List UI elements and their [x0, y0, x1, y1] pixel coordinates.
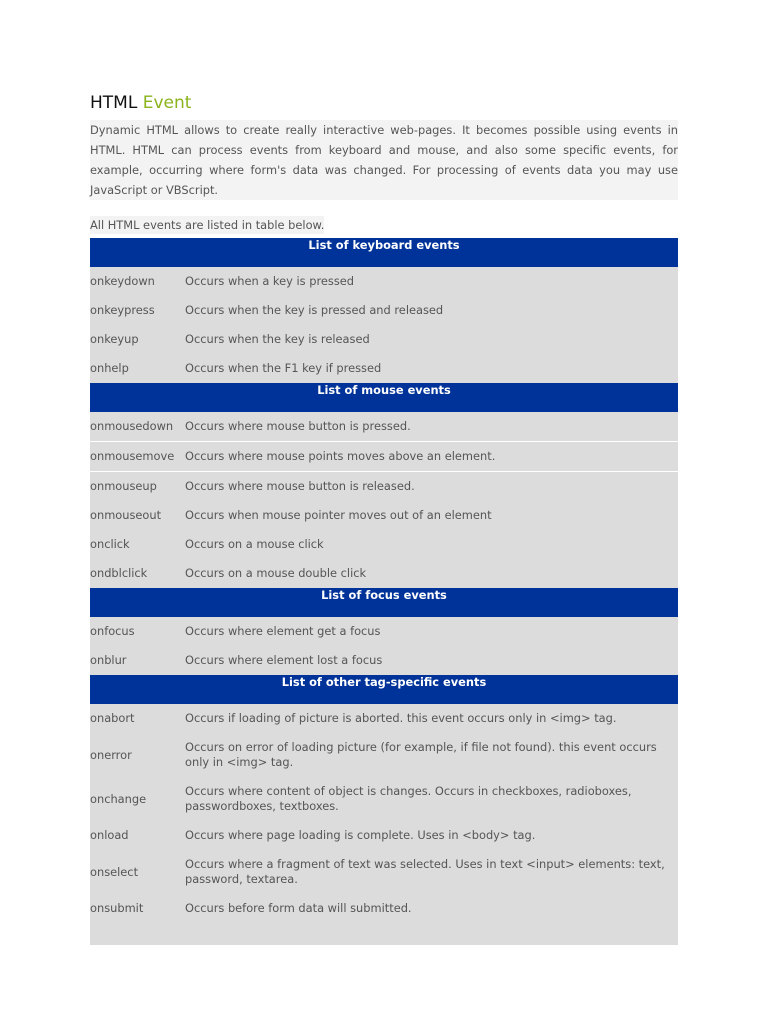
table-row: [90, 733, 678, 777]
event-name: onmouseout: [90, 501, 185, 530]
event-name: onblur: [90, 646, 185, 675]
intro-paragraph: Dynamic HTML allows to create really interactive web-pages. It becomes possible using events in HTML. HTML can process events from keyboard and mouse, and also some specific events, for example, occurring where form's data was changed. For processing of events data you may use JavaScript or VBScript.: [90, 120, 678, 200]
event-description: Occurs on a mouse click: [185, 530, 678, 559]
table-row: [90, 704, 678, 733]
event-description: Occurs if loading of picture is aborted. this event occurs only in <img> tag.: [185, 704, 678, 733]
event-description: Occurs where element lost a focus: [185, 646, 678, 675]
event-description: Occurs where content of object is changes. Occurs in checkboxes, radioboxes, passwordboxes, textboxes.: [185, 777, 678, 821]
event-description: Occurs where element get a focus: [185, 617, 678, 646]
event-name: onsubmit: [90, 894, 185, 923]
table-row: [90, 442, 678, 472]
section-heading-keyboard: List of keyboard events: [90, 238, 678, 267]
section-heading-focus: List of focus events: [90, 588, 678, 617]
table-row: [90, 617, 678, 646]
table-row: [90, 559, 678, 588]
table-row: [90, 472, 678, 502]
table-row: [90, 412, 678, 442]
article: [90, 92, 678, 945]
table-row: [90, 501, 678, 530]
event-name: onerror: [90, 733, 185, 777]
event-description: Occurs on error of loading picture (for example, if file not found). this event occurs only in <img> tag.: [185, 733, 678, 777]
section-header-row: [90, 238, 678, 267]
event-name: ondblclick: [90, 559, 185, 588]
event-description: Occurs when mouse pointer moves out of an element: [185, 501, 678, 530]
event-description: Occurs when the key is released: [185, 325, 678, 354]
event-name: onload: [90, 821, 185, 850]
event-name: onkeypress: [90, 296, 185, 325]
event-description: Occurs where page loading is complete. Uses in <body> tag.: [185, 821, 678, 850]
table-filler-row: [90, 923, 678, 945]
table-row: [90, 530, 678, 559]
table-row: [90, 821, 678, 850]
title-accent: Event: [142, 93, 192, 113]
title-prefix: HTML: [90, 93, 138, 113]
table-row: [90, 354, 678, 383]
section-header-row: [90, 675, 678, 704]
event-description: Occurs where mouse points moves above an element.: [185, 442, 678, 472]
event-name: onselect: [90, 850, 185, 894]
page-title: [90, 92, 678, 114]
event-description: Occurs before form data will submitted.: [185, 894, 678, 923]
table-row: [90, 267, 678, 296]
event-description: Occurs when the key is pressed and released: [185, 296, 678, 325]
section-heading-mouse: List of mouse events: [90, 383, 678, 412]
event-description: Occurs where mouse button is released.: [185, 472, 678, 502]
event-description: Occurs where mouse button is pressed.: [185, 412, 678, 442]
event-name: onmousemove: [90, 442, 185, 472]
table-row: [90, 894, 678, 923]
event-name: onfocus: [90, 617, 185, 646]
event-name: onmouseup: [90, 472, 185, 502]
table-intro-text: All HTML events are listed in table below.: [90, 218, 325, 232]
event-name: onkeydown: [90, 267, 185, 296]
section-header-row: [90, 588, 678, 617]
table-filler-cell: [90, 923, 185, 945]
event-name: onabort: [90, 704, 185, 733]
event-name: onhelp: [90, 354, 185, 383]
section-header-row: [90, 383, 678, 412]
event-name: onkeyup: [90, 325, 185, 354]
events-table: [90, 238, 678, 945]
table-row: [90, 850, 678, 894]
event-description: Occurs when the F1 key if pressed: [185, 354, 678, 383]
table-row: [90, 296, 678, 325]
table-row: [90, 646, 678, 675]
event-description: Occurs where a fragment of text was selected. Uses in text <input> elements: text, password, textarea.: [185, 850, 678, 894]
table-row: [90, 325, 678, 354]
table-row: [90, 777, 678, 821]
event-name: onclick: [90, 530, 185, 559]
event-description: Occurs on a mouse double click: [185, 559, 678, 588]
section-heading-other: List of other tag-specific events: [90, 675, 678, 704]
event-name: onmousedown: [90, 412, 185, 442]
event-name: onchange: [90, 777, 185, 821]
table-filler-cell: [185, 923, 678, 945]
event-description: Occurs when a key is pressed: [185, 267, 678, 296]
